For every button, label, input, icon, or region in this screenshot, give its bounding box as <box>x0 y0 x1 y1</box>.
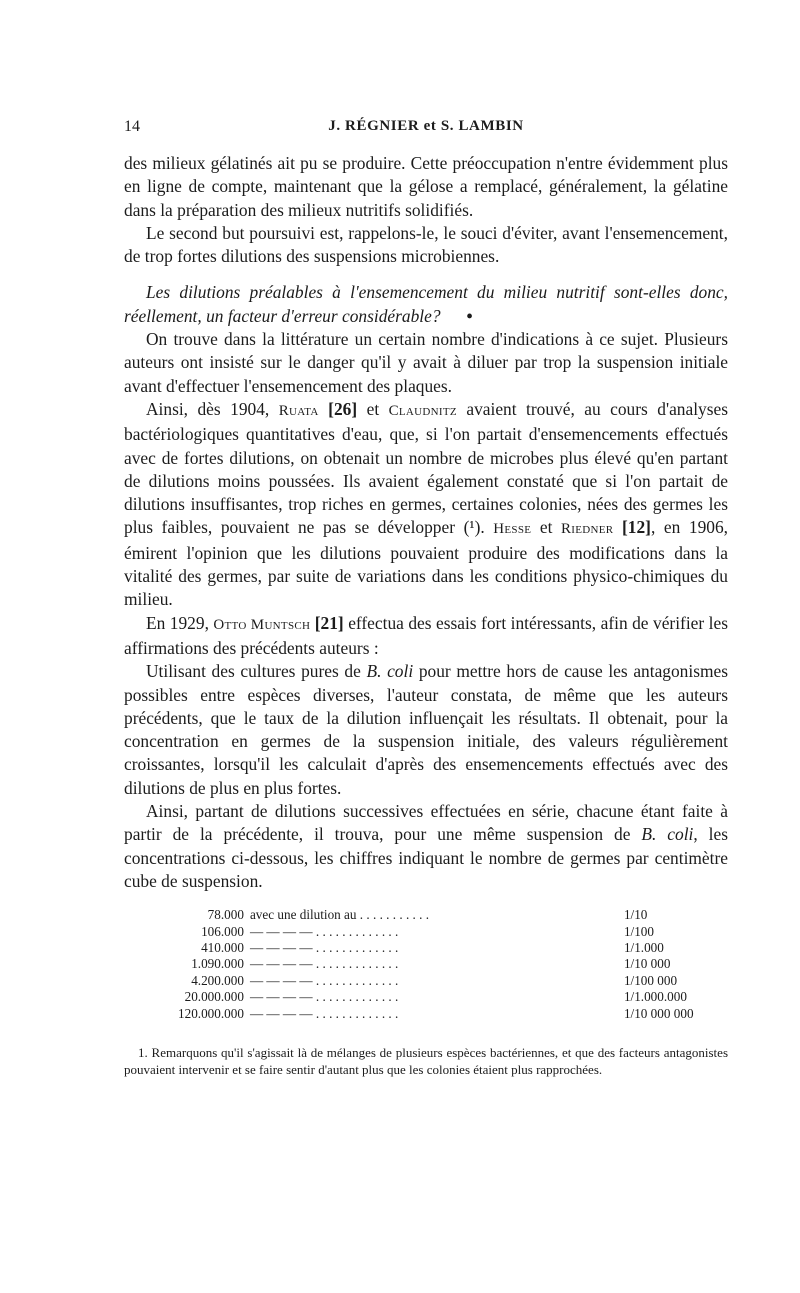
running-head: J. RÉGNIER et S. LAMBIN <box>328 118 524 134</box>
dilution-value: 1/10 000 <box>623 956 671 972</box>
dilution-table <box>178 907 694 1022</box>
germ-count: 106.000 <box>201 923 244 939</box>
leader-dots: . . . . . . . . . . . . . <box>312 989 399 1005</box>
paragraph: des milieux gélatinés ait pu se produire. Cette préoccupation n'entre évidemment plus en ligne de compte, maintenant que la gélose a remplacé, généralement, la gélatine dans la préparation des milieux nutritifs solidifiés. <box>124 153 728 220</box>
question-text: Les dilutions préalables à l'ensemencement du milieu nutritif sont-elles donc, réellement, un facteur d'erreur considérable? <box>124 282 728 326</box>
table-row <box>178 940 694 956</box>
leader-dots: . . . . . . . . . . . . . <box>312 940 399 956</box>
leader-dots: . . . . . . . . . . . <box>356 907 430 923</box>
germ-count: 20.000.000 <box>184 989 244 1005</box>
paragraph <box>124 800 728 893</box>
label-text: — — — — <box>249 923 313 939</box>
table-row <box>178 956 694 972</box>
dilution-label <box>244 973 620 989</box>
dilution-label <box>244 924 620 940</box>
bullet-mark: • <box>466 305 473 326</box>
dilution-value: 1/100 000 <box>623 972 678 988</box>
author-name: Riedner <box>560 521 614 538</box>
text-run: Utilisant des cultures pures de <box>146 661 367 682</box>
text-run: et <box>357 398 389 419</box>
table-row <box>178 924 694 940</box>
germ-count: 120.000.000 <box>178 1005 244 1021</box>
leader-dots: . . . . . . . . . . . . . <box>312 923 399 939</box>
text-run: Ainsi, dès 1904, <box>146 398 279 419</box>
table-row <box>178 907 694 923</box>
germ-count: 78.000 <box>207 907 244 923</box>
paragraph <box>124 612 728 661</box>
species-name: B. coli <box>641 824 694 845</box>
author-name: Claudnitz <box>388 402 457 419</box>
table-row <box>178 989 694 1005</box>
dilution-value: 1/1.000.000 <box>623 989 687 1005</box>
paragraph: On trouve dans la littérature un certain nombre d'indications à ce sujet. Plusieurs auteurs ont insisté sur le danger qu'il y avait à diluer par trop la suspension initiale avant d'effectuer l'ensemencement des plaques. <box>124 329 728 396</box>
text-run: et <box>531 517 561 538</box>
dilution-label <box>244 1006 620 1022</box>
dilution-label <box>244 940 620 956</box>
text-run: En 1929, <box>146 612 214 633</box>
paragraph: Le second but poursuivi est, rappelons-le, le souci d'éviter, avant l'ensemencement, de trop fortes dilutions des suspensions microbiennes. <box>124 222 728 267</box>
page-header <box>124 118 728 140</box>
label-text: — — — — <box>249 972 313 988</box>
text-run: , les concentrations ci-dessous, les chiffres indiquant le nombre de germes par centimètre cube de suspension. <box>124 824 728 891</box>
dilution-label <box>244 989 620 1005</box>
reference-number: [26] <box>328 398 358 419</box>
label-text: — — — — <box>249 989 313 1005</box>
leader-dots: . . . . . . . . . . . . . <box>312 956 399 972</box>
author-name: Hesse <box>493 521 532 538</box>
author-name: Ruata <box>278 402 319 419</box>
dilution-value: 1/10 000 000 <box>623 1005 694 1021</box>
dilution-value: 1/100 <box>623 923 654 939</box>
text-run: pour mettre hors de cause les antagonismes possibles entre espèces diverses, l'auteur constata, de même que les auteurs précédents, que le taux de la dilution influençait les résultats. Il obtenait, pour la concentration en germes de la suspension initiale, des valeurs régulièrement croissantes, lorsqu'il les calculait d'après des ensemencements effectués avec des dilutions de plus en plus fortes. <box>124 661 728 798</box>
germ-count: 410.000 <box>201 940 244 956</box>
text-run: Ainsi, partant de dilutions successives effectuées en série, chacune étant faite à partir de la précédente, il trouva, pour une même suspension de <box>124 801 728 845</box>
species-name: B. coli <box>366 661 414 682</box>
dilution-value: 1/1.000 <box>623 940 664 956</box>
footnote <box>124 1044 728 1078</box>
label-text: avec une dilution au <box>249 907 357 923</box>
leader-dots: . . . . . . . . . . . . . <box>312 972 399 988</box>
footnote-ref: (¹) <box>463 517 481 538</box>
label-text: — — — — <box>249 1005 313 1021</box>
label-text: — — — — <box>249 940 313 956</box>
paragraph <box>124 398 728 612</box>
label-text: — — — — <box>249 956 313 972</box>
page-number: 14 <box>124 118 140 135</box>
author-name: Otto Muntsch <box>213 616 311 633</box>
text-run: effectua des essais fort intéressants, afin de vérifier les affirmations des précédents auteurs : <box>124 612 728 658</box>
dilution-label <box>244 956 620 972</box>
dilution-value: 1/10 <box>623 907 648 923</box>
text-run: , en 1906, émirent l'opinion que les dilutions pouvaient produire des modifications dans la vitalité des germes, par suite de variations dans les conditions physico-chimiques du milieu. <box>124 517 729 610</box>
germ-count: 1.090.000 <box>191 956 244 972</box>
reference-number: [21] <box>314 612 344 633</box>
reference-number: [12] <box>622 517 651 538</box>
body-text <box>124 152 728 893</box>
leader-dots: . . . . . . . . . . . . . <box>312 1005 399 1021</box>
germ-count: 4.200.000 <box>191 972 244 988</box>
page <box>124 118 728 1078</box>
dilution-label <box>244 907 620 923</box>
section-question <box>124 281 728 328</box>
table-row <box>178 973 694 989</box>
text-run: avaient trouvé, au cours d'analyses bactériologiques quantitatives d'eau, que, si l'on partait d'ensemencements effectués avec de fortes dilutions, on obtenait un nombre de microbes plus élevé qu'en partant de dilutions moins poussées. Ils avaient également constaté que si l'on partait de dilutions insuffisantes, trop riches en germes, certaines colonies, nées des germes les plus faibles, pouvaient ne pas se développer <box>124 398 729 538</box>
table-row <box>178 1006 694 1022</box>
text-run: . <box>480 517 494 538</box>
footnote-text: 1. Remarquons qu'il s'agissait là de mélanges de plusieurs espèces bactériennes, et que des facteurs antagonistes pouvaient intervenir et se faire sentir d'autant plus que les colonies étaient plus rapprochées. <box>124 1045 728 1078</box>
paragraph <box>124 660 728 800</box>
